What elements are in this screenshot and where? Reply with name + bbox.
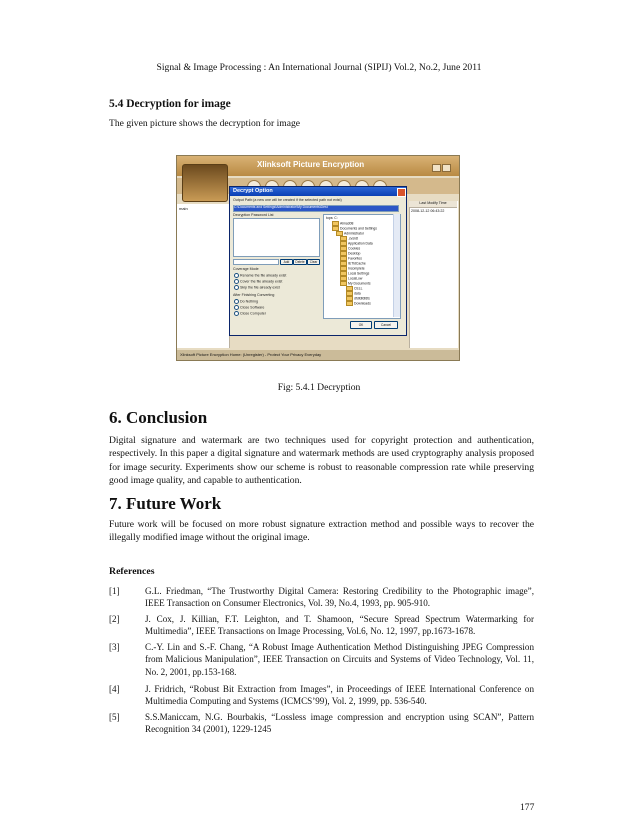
radio-icon [234,299,239,304]
ok-button: OK [350,321,372,329]
conclusion-heading: 6. Conclusion [109,408,208,427]
tree-item: Incomplete [340,266,365,271]
tree-item: Application Data [340,241,373,246]
reference-number: [3] [109,642,120,652]
app-logo-icon [182,164,228,202]
radio-icon [234,273,239,278]
folder-icon [346,301,353,306]
tree-item: Desktop [340,251,360,256]
delete-button: Delete [293,259,307,265]
tree-item: tops: C: [326,216,338,220]
tree-item: Downloads [346,301,371,306]
reference-number: [5] [109,712,120,722]
tree-item: dfdfdfdfdfs [346,296,370,301]
coverage-option: Rename the file already exist [234,273,286,278]
coverage-option: Skip the file already exist [234,285,280,290]
radio-icon [234,311,239,316]
tree-item: Cookies [340,246,360,251]
after-option: Close Computer [234,311,266,316]
tree-item: Local Settings [340,271,369,276]
cancel-button: Cancel [374,321,398,329]
tree-item: .cvsrdt [340,236,358,241]
tree-item: Administrator [336,231,364,236]
clear-button: Clear [307,259,320,265]
tree-item: My Documents [340,281,371,286]
password-input [233,259,279,265]
radio-icon [234,305,239,310]
reference-text: S.S.Maniccam, N.G. Bourbakis, “Lossless image compression and encryption using SCAN”, Pattern Recognition 34 (2001), 1229-1245 [145,712,534,735]
reference-text: J. Fridrich, “Robust Bit Extraction from Images”, in Proceedings of IEEE International Conference on Multimedia Computing and Systems (ICMCS’99), Vol. 2, 1999, pp. 536-540. [145,684,534,707]
status-text: Xlinksoft Picture Encryption Home: (Unregister) - Protect Your Privacy Everyday [180,352,322,357]
app-title: Xlinksoft Picture Encryption [257,160,365,169]
tree-item: IETldCache [340,261,366,266]
tree-item: Documents and Settings [332,226,377,231]
reference-text: C.-Y. Lin and S.-F. Chang, “A Robust Image Authentication Method Distinguishing JPEG Compression from Malicious Manipulation”, IEEE Transaction on Circuits and Systems of Video Technology, Vol. 11, No. 2, 2001, pp.153-168. [145,642,534,677]
reference-number: [2] [109,614,120,624]
modify-time-pane [409,201,458,348]
minimize-icon [432,164,441,172]
reference-text: J. Cox, J. Killian, F.T. Leighton, and T. Shamoon, “Secure Spread Spectrum Watermarking for Multimedia”, IEEE Transactions on Image Processing, Vol.6, No. 12, 1997, pp.1673-1678. [145,614,534,637]
tree-item: Alma308 [332,221,353,226]
reference-text: G.L. Friedman, “The Trustworthy Digital Camera: Restoring Credibility to the Photographic image”, IEEE Transaction on Consumer Electronics, Vol. 39, No.4, 1993, pp. 905-910. [145,586,534,609]
add-button: Add [280,259,293,265]
radio-icon [234,285,239,290]
output-path-value: C:\Documents and Settings\Administrator\My Documents\Dest [234,205,328,209]
running-header: Signal & Image Processing : An International Journal (SIPIJ) Vol.2, No.2, June 2011 [156,62,482,73]
future-work-heading: 7. Future Work [109,494,222,513]
reference-number: [1] [109,586,120,596]
tree-scrollbar [393,214,400,317]
maximize-icon [442,164,451,172]
tree-item: LocalLow [340,276,362,281]
after-option: Do Nothing [234,299,258,304]
decryption-figure [176,155,460,361]
after-option: Close Software [234,305,264,310]
radio-icon [234,279,239,284]
page-number: 177 [520,802,535,813]
section-heading-decryption: 5.4 Decryption for image [109,98,231,110]
modify-time-header: Last Modify Time [409,201,457,208]
decrypt-option-dialog [229,186,407,336]
future-work-paragraph: Future work will be focused on more robust signature extraction method and possible ways to recover the illegally modified image without the original image. [109,519,534,544]
modify-time-value: 2008-12-12 06:43:22 [411,209,445,213]
file-list-pane [177,204,230,348]
figure-caption: Fig: 5.4.1 Decryption [277,382,361,393]
coverage-option: Cover the file already exist [234,279,282,284]
coverage-mode-label: Coverage Mode [233,267,259,271]
tree-item: Favorites [340,256,362,261]
tree-item: data [346,291,361,296]
tree-item: CELL [346,286,362,291]
password-list-label: Decryption Password List [233,213,274,217]
dialog-close-icon [397,188,406,197]
output-path-label: Output Path:(a new one will be created if the selected path not exist) [233,198,342,202]
dialog-title: Decrypt Option [233,188,273,194]
references-heading: References [109,566,155,577]
reference-number: [4] [109,684,120,694]
after-finishing-label: After Finishing Converting [233,293,275,297]
file-list-item: main [179,206,188,211]
folder-tree [323,214,401,319]
section-intro-text: The given picture shows the decryption for image [109,118,301,129]
conclusion-paragraph: Digital signature and watermark are two techniques used for copyright protection and authentication, respectively. In this paper a digital signature and watermark methods are used cryptography analysis proposed for image security. Experiments show our scheme is robust to reasonable compression rate while preserving good image quality, and capable to authentication. [109,435,534,487]
password-list-box [233,218,320,257]
